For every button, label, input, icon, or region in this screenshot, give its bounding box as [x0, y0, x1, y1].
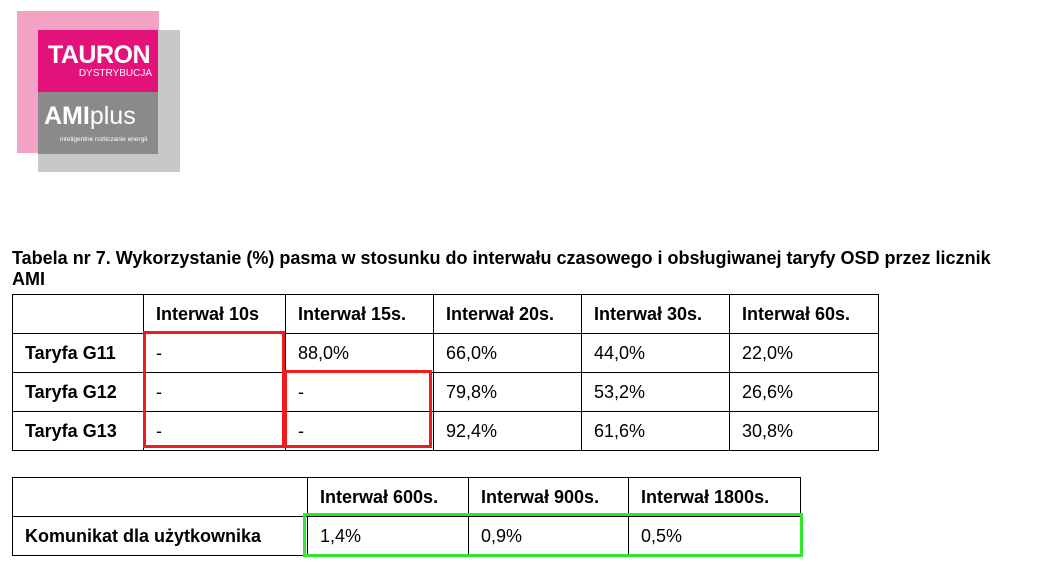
table-cell: 79,8% — [434, 373, 582, 412]
table-cell: 0,5% — [629, 517, 801, 556]
table-caption: Tabela nr 7. Wykorzystanie (%) pasma w stosunku do interwału czasowego i obsługiwanej taryfy OSD przez licznik AMI — [12, 248, 991, 289]
table-cell: 44,0% — [582, 334, 730, 373]
table-cell: 66,0% — [434, 334, 582, 373]
row-label: Komunikat dla użytkownika — [13, 517, 308, 556]
table-cell: 0,9% — [469, 517, 629, 556]
table-cell: - — [144, 412, 286, 451]
user-message-table — [12, 477, 801, 556]
header-cell: Interwał 10s — [144, 295, 286, 334]
table-cell: 53,2% — [582, 373, 730, 412]
table-cell: 30,8% — [730, 412, 879, 451]
logo-division: DYSTRYBUCJA — [78, 68, 152, 79]
header-cell: Interwał 1800s. — [629, 478, 801, 517]
table-cell: 26,6% — [730, 373, 879, 412]
header-cell-empty — [13, 478, 308, 517]
table-cell: - — [144, 334, 286, 373]
header-cell: Interwał 60s. — [730, 295, 879, 334]
logo-product-light: plus — [89, 102, 136, 130]
header-cell: Interwał 600s. — [308, 478, 469, 517]
bandwidth-table — [12, 294, 879, 451]
table-row — [13, 334, 879, 373]
table-cell: 92,4% — [434, 412, 582, 451]
table-cell: 88,0% — [286, 334, 434, 373]
logo-product-bold: AMI — [44, 102, 90, 130]
table-cell: 22,0% — [730, 334, 879, 373]
header-cell: Interwał 30s. — [582, 295, 730, 334]
row-label: Taryfa G11 — [13, 334, 144, 373]
table-header-row — [13, 295, 879, 334]
logo-tagline: inteligentne rozliczanie energii — [60, 136, 148, 143]
table-row — [13, 517, 801, 556]
table-cell: - — [286, 373, 434, 412]
table-row — [13, 412, 879, 451]
table-cell: 1,4% — [308, 517, 469, 556]
logo-brand: TAURON — [47, 41, 151, 69]
tauron-amiplus-logo — [0, 0, 200, 180]
header-cell: Interwał 20s. — [434, 295, 582, 334]
row-label: Taryfa G12 — [13, 373, 144, 412]
table-cell: - — [286, 412, 434, 451]
logo-product — [44, 103, 136, 129]
table-row — [13, 373, 879, 412]
table-header-row — [13, 478, 801, 517]
header-cell: Interwał 900s. — [469, 478, 629, 517]
row-label: Taryfa G13 — [13, 412, 144, 451]
table-cell: 61,6% — [582, 412, 730, 451]
header-cell-empty — [13, 295, 144, 334]
table-cell: - — [144, 373, 286, 412]
header-cell: Interwał 15s. — [286, 295, 434, 334]
